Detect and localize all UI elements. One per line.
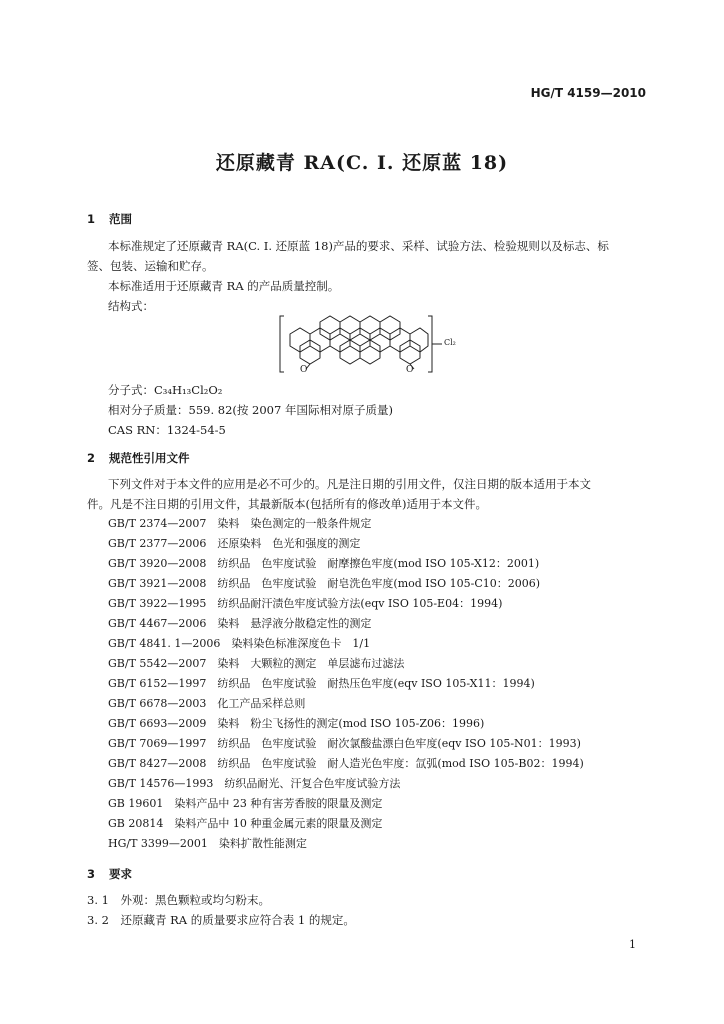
molecular-mass: 相对分子质量：559. 82(按 2007 年国际相对原子质量) <box>108 403 393 417</box>
requirement-3-2: 3. 2 还原藏青 RA 的质量要求应符合表 1 的规定。 <box>87 913 355 927</box>
reference-item: GB/T 3922—1995 纺织品耐汗渍色牢度试验方法(eqv ISO 105-E04：1994) <box>108 597 503 610</box>
reference-item: GB 20814 染料产品中 10 种重金属元素的限量及测定 <box>108 817 383 830</box>
document-title: 还原藏青 RA(C. I. 还原蓝 18) <box>215 152 509 174</box>
reference-item: GB/T 7069—1997 纺织品 色牢度试验 耐次氯酸盐漂白色牢度(eqv ISO 105-N01：1993) <box>108 737 581 750</box>
reference-item: GB/T 4841. 1—2006 染料染色标准深度色卡 1/1 <box>108 637 371 650</box>
section-title: 要求 <box>109 867 132 881</box>
reference-item: GB/T 3921—2008 纺织品 色牢度试验 耐皂洗色牢度(mod ISO 105-C10：2006) <box>108 577 541 590</box>
reference-item: GB 19601 染料产品中 23 种有害芳香胺的限量及测定 <box>108 797 383 810</box>
reference-item: GB/T 6678—2003 化工产品采样总则 <box>108 697 306 710</box>
reference-item: GB/T 14576—1993 纺织品耐光、汗复合色牢度试验方法 <box>108 777 401 790</box>
reference-item: GB/T 6152—1997 纺织品 色牢度试验 耐热压色牢度(eqv ISO 105-X11：1994) <box>108 677 535 690</box>
normative-intro-line-2: 件。凡是不注日期的引用文件，其最新版本(包括所有的修改单)适用于本文件。 <box>87 497 487 511</box>
carbonyl-o-left: O <box>300 365 308 375</box>
reference-item: GB/T 6693—2009 染料 粉尘飞扬性的测定(mod ISO 105-Z06：1996) <box>108 717 485 730</box>
section-2-heading <box>87 450 190 466</box>
normative-intro-line-1: 下列文件对于本文件的应用是必不可少的。凡是注日期的引用文件，仅注日期的版本适用于本文 <box>108 477 591 491</box>
standard-code: HG/T 4159—2010 <box>530 86 646 100</box>
reference-item: GB/T 2377—2006 还原染料 色光和强度的测定 <box>108 537 361 550</box>
scope-para-1-line-2: 签、包装、运输和贮存。 <box>87 259 214 273</box>
cas-number: CAS RN：1324-54-5 <box>108 423 226 437</box>
reference-item: GB/T 5542—2007 染料 大颗粒的测定 单层滤布过滤法 <box>108 657 405 670</box>
section-title: 范围 <box>109 212 132 226</box>
reference-item: GB/T 8427—2008 纺织品 色牢度试验 耐人造光色牢度：氙弧(mod ISO 105-B02：1994) <box>108 757 584 770</box>
section-3-heading <box>87 866 132 882</box>
reference-item: HG/T 3399—2001 染料扩散性能测定 <box>108 837 307 850</box>
carbonyl-o-right: O <box>406 365 414 375</box>
reference-item: GB/T 2374—2007 染料 染色测定的一般条件规定 <box>108 517 372 530</box>
structure-label: 结构式： <box>108 299 154 313</box>
chlorine-label: Cl₂ <box>444 338 456 347</box>
page-number: 1 <box>629 938 636 951</box>
section-number: 2 <box>87 451 96 465</box>
section-title: 规范性引用文件 <box>109 451 190 465</box>
section-number: 3 <box>87 867 96 881</box>
molecular-formula: 分子式：C₃₄H₁₃Cl₂O₂ <box>108 383 223 397</box>
reference-item: GB/T 4467—2006 染料 悬浮液分散稳定性的测定 <box>108 617 372 630</box>
scope-para-2: 本标准适用于还原藏青 RA 的产品质量控制。 <box>108 279 340 293</box>
scope-para-1-line-1: 本标准规定了还原藏青 RA(C. I. 还原蓝 18)产品的要求、采样、试验方法、检验规则以及标志、标 <box>108 239 609 253</box>
requirement-3-1: 3. 1 外观：黑色颗粒或均匀粉末。 <box>87 893 270 907</box>
reference-item: GB/T 3920—2008 纺织品 色牢度试验 耐摩擦色牢度(mod ISO 105-X12：2001) <box>108 557 540 570</box>
section-number: 1 <box>87 212 96 226</box>
section-1-heading <box>87 211 132 227</box>
